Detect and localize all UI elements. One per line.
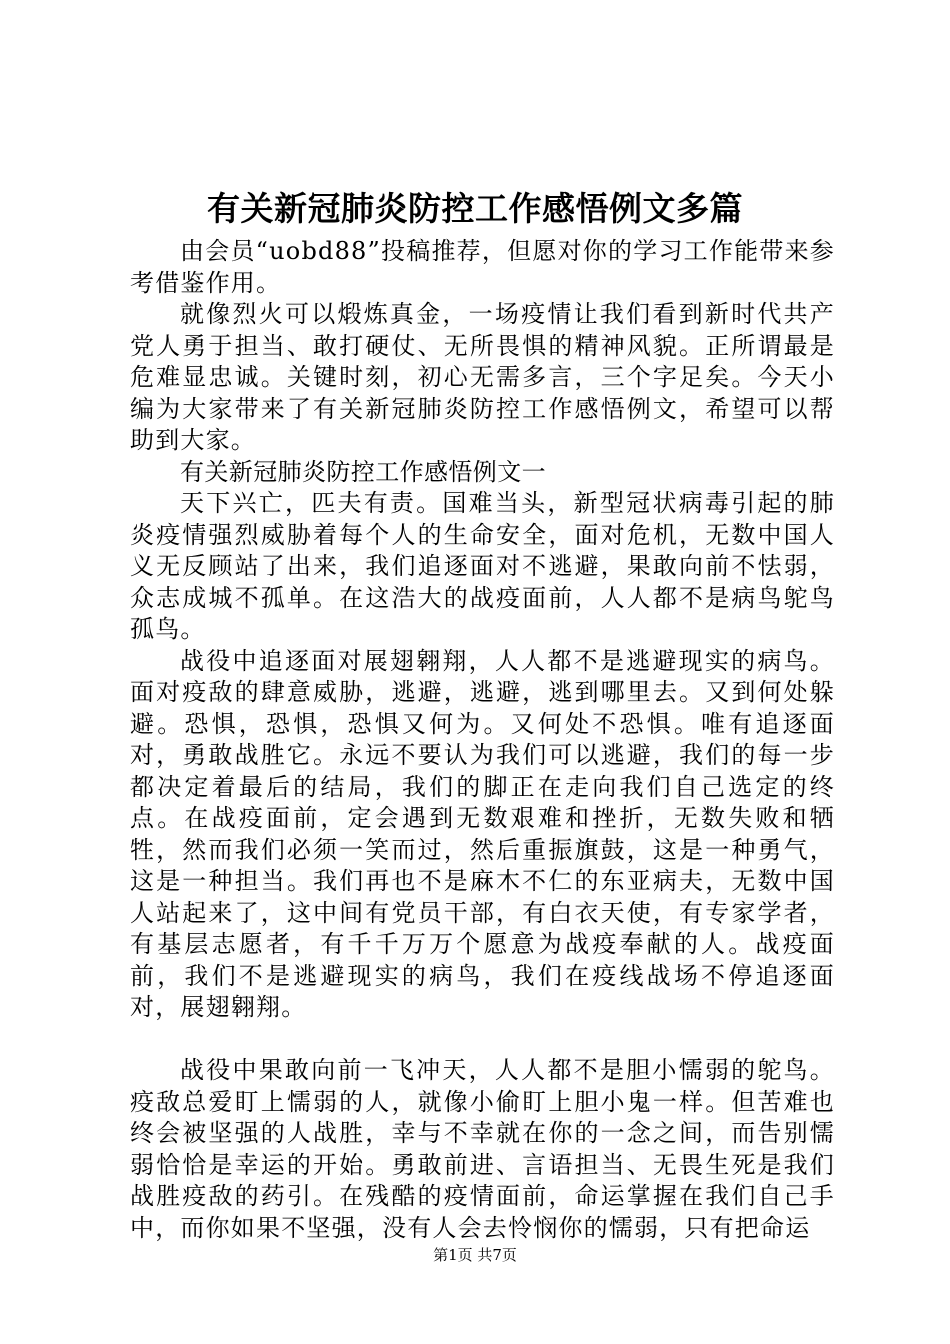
document-title: 有关新冠肺炎防控工作感悟例文多篇	[207, 189, 743, 228]
section-heading: 有关新冠肺炎防控工作感悟例文一	[180, 457, 546, 486]
paragraph-gap	[130, 1024, 835, 1056]
intro-paragraph: 由会员“uobd88”投稿推荐，但愿对你的学习工作能带来参考借鉴作用。	[130, 237, 835, 297]
body-paragraph: 战役中追逐面对展翅翱翔，人人都不是逃避现实的病鸟。面对疫敌的肆意威胁，逃避，逃避，逃到哪里去。又到何处躲避。恐惧，恐惧，恐惧又何为。又何处不恐惧。唯有追逐面对，勇敢战胜它。永远不要认为我们可以逃避，我们的每一步都决定着最后的结局，我们的脚正在走向我们自己选定的终点。在战疫面前，定会遇到无数艰难和挫折，无数失败和牺牲，然而我们必须一笑而过，然后重振旗鼓，这是一种勇气，这是一种担当。我们再也不是麻木不仁的东亚病夫，无数中国人站起来了，这中间有党员干部，有白衣天使，有专家学者，有基层志愿者，有千千万万个愿意为战疫奉献的人。战疫面前，我们不是逃避现实的病鸟，我们在疫线战场不停追逐面对，展翅翱翔。	[130, 646, 835, 1021]
body-paragraph: 天下兴亡，匹夫有责。国难当头，新型冠状病毒引起的肺炎疫情强烈威胁着每个人的生命安全，面对危机，无数中国人义无反顾站了出来，我们追逐面对不逃避，果敢向前不怯弱，众志成城不孤单。在这浩大的战疫面前，人人都不是病鸟鸵鸟孤鸟。	[130, 489, 835, 643]
page-footer: 第1页 共7页	[433, 1246, 517, 1264]
preface-paragraph: 就像烈火可以煅炼真金，一场疫情让我们看到新时代共产党人勇于担当、敢打硬仗、无所畏惧的精神风貌。正所谓最是危难显忠诚。关键时刻，初心无需多言，三个字足矣。今天小编为大家带来了有关新冠肺炎防控工作感悟例文，希望可以帮助到大家。	[130, 300, 835, 454]
document-body	[130, 236, 835, 1244]
body-paragraph: 战役中果敢向前一飞冲天，人人都不是胆小懦弱的鸵鸟。疫敌总爱盯上懦弱的人，就像小偷盯上胆小鬼一样。但苦难也终会被坚强的人战胜，幸与不幸就在你的一念之间，而告别懦弱恰恰是幸运的开始。勇敢前进、言语担当、无畏生死是我们战胜疫敌的药引。在残酷的疫情面前，命运掌握在我们自己手中，而你如果不坚强，没有人会去怜悯你的懦弱，只有把命运	[130, 1056, 835, 1242]
